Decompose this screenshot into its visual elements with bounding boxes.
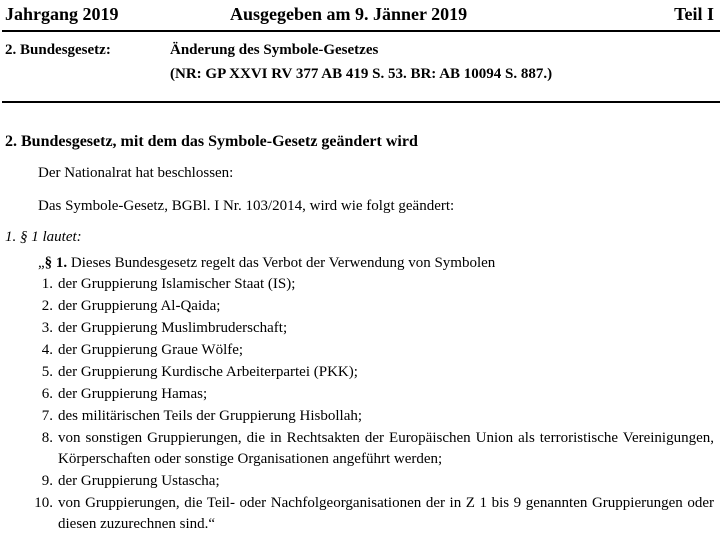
law-number-label: 2. Bundesgesetz: — [5, 42, 111, 58]
preamble: Der Nationalrat hat beschlossen: — [38, 165, 234, 181]
symbol-group-list — [28, 274, 714, 536]
list-item — [28, 274, 714, 295]
item-number: 8. — [41, 430, 53, 446]
gazette-year: Jahrgang 2019 — [5, 4, 119, 24]
list-item — [28, 406, 714, 427]
item-number: 7. — [41, 408, 53, 424]
gazette-part: Teil I — [674, 4, 714, 24]
item-number: 5. — [41, 364, 53, 380]
amendment-intro: Das Symbole-Gesetz, BGBl. I Nr. 103/2014, wird wie folgt geändert: — [38, 198, 455, 214]
section-heading — [38, 253, 495, 274]
parliamentary-reference: (NR: GP XXVI RV 377 AB 419 S. 53. BR: AB 10094 S. 887.) — [170, 66, 553, 82]
item-text: der Gruppierung Islamischer Staat (IS); — [58, 276, 296, 292]
section-text: Dieses Bundesgesetz regelt das Verbot der Verwendung von Symbolen — [70, 255, 496, 271]
item-text: der Gruppierung Hamas; — [58, 386, 208, 402]
item-text: der Gruppierung Al-Qaida; — [58, 298, 221, 314]
section-divider — [2, 101, 720, 103]
item-number: 2. — [41, 298, 53, 314]
section-number: § 1. — [44, 255, 68, 271]
item-text: von sonstigen Gruppierungen, die in Rechtsakten der Europäischen Union als terroristische Vereinigungen, Körperschaften oder sonstige Organisationen angeführt werden; — [58, 430, 714, 467]
law-full-title: 2. Bundesgesetz, mit dem das Symbole-Gesetz geändert wird — [5, 133, 418, 150]
item-number: 10. — [34, 495, 53, 511]
item-text: der Gruppierung Muslimbruderschaft; — [58, 320, 288, 336]
opening-quote: „ — [38, 255, 45, 271]
item-text: der Gruppierung Ustascha; — [58, 473, 220, 489]
list-item — [28, 493, 714, 535]
issue-date: Ausgegeben am 9. Jänner 2019 — [230, 4, 468, 24]
list-item — [28, 428, 714, 470]
list-item — [28, 471, 714, 492]
item-text: des militärischen Teils der Gruppierung Hisbollah; — [58, 408, 363, 424]
item-number: 3. — [41, 320, 53, 336]
list-item — [28, 384, 714, 405]
list-item — [28, 318, 714, 339]
item-number: 4. — [41, 342, 53, 358]
law-short-title: Änderung des Symbole-Gesetzes — [170, 42, 379, 58]
list-item — [28, 340, 714, 361]
item-number: 6. — [41, 386, 53, 402]
item-number: 9. — [41, 473, 53, 489]
item-text: der Gruppierung Kurdische Arbeiterpartei (PKK); — [58, 364, 358, 380]
list-item — [28, 296, 714, 317]
item-text: der Gruppierung Graue Wölfe; — [58, 342, 244, 358]
item-number: 1. — [41, 276, 53, 292]
item-text: von Gruppierungen, die Teil- oder Nachfolgeorganisationen der in Z 1 bis 9 genannten Gruppierungen oder diesen zuzurechnen sind.“ — [58, 495, 714, 532]
list-item — [28, 362, 714, 383]
gazette-header — [2, 0, 720, 32]
law-meta — [5, 40, 720, 84]
amendment-label: 1. § 1 lautet: — [5, 229, 82, 245]
